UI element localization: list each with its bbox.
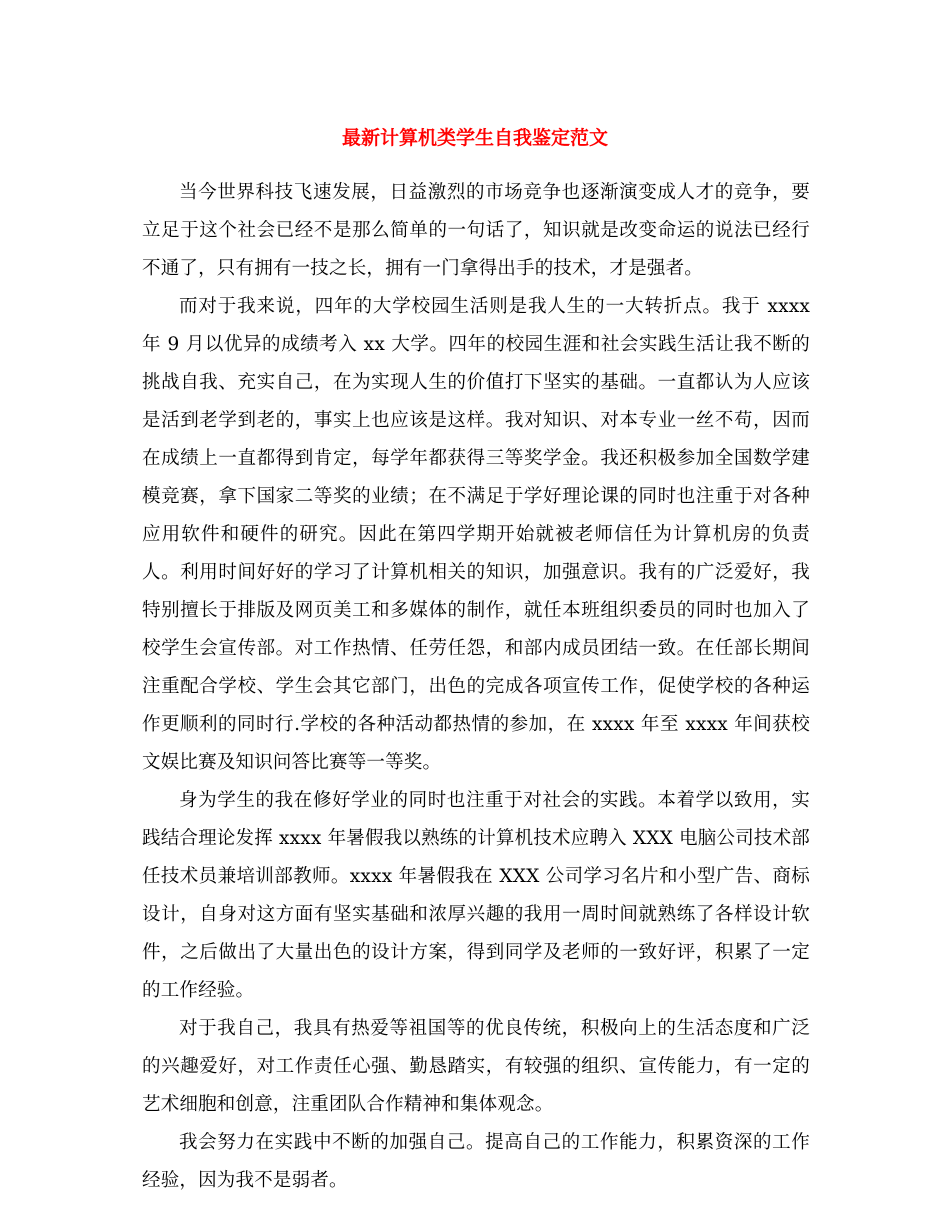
paragraph-self-assessment: 对于我自己，我具有热爱等祖国等的优良传统，积极向上的生活态度和广泛的兴趣爱好，对工作责任心强、勤恳踏实，有较强的组织、宣传能力，有一定的艺术细胞和创意，注重团队合作精神和集体观念。 [142, 1018, 810, 1115]
paragraph-social-practice: 身为学生的我在修好学业的同时也注重于对社会的实践。本着学以致用，实践结合理论发挥 xxxx 年暑假我以熟练的计算机技术应聘入 XXX 电脑公司技术部任技术员兼培训部教师。xxxx 年暑假我在 XXX 公司学习名片和小型广告、商标设计，自身对这方面有坚实基础和浓厚兴趣的我用一周时间就熟练了各样设计软件，之后做出了大量出色的设计方案，得到同学及老师的一致好评，积累了一定的工作经验。 [142, 790, 810, 1001]
document-title: 最新计算机类学生自我鉴定范文 [341, 127, 608, 149]
paragraph-conclusion: 我会努力在实践中不断的加强自己。提高自己的工作能力，积累资深的工作经验，因为我不是弱者。 [142, 1132, 810, 1191]
paragraph-university-life: 而对于我来说，四年的大学校园生活则是我人生的一大转折点。我于 xxxx 年 9 月以优异的成绩考入 xx 大学。四年的校园生涯和社会实践生活让我不断的挑战自我、充实自己，在为实现人生的价值打下坚实的基础。一直都认为人应该是活到老学到老的，事实上也应该是这样。我对知识、对本专业一丝不苟，因而在成绩上一直都得到肯定，每学年都获得三等奖学金。我还积极参加全国数学建模竞赛，拿下国家二等奖的业绩；在不满足于学好理论课的同时也注重于对各种应用软件和硬件的研究。因此在第四学期开始就被老师信任为计算机房的负责人。利用时间好好的学习了计算机相关的知识，加强意识。我有的广泛爱好，我特别擅长于排版及网页美工和多媒体的制作，就任本班组织委员的同时也加入了校学生会宣传部。对工作热情、任劳任怨，和部内成员团结一致。在任部长期间注重配合学校、学生会其它部门，出色的完成各项宣传工作，促使学校的各种运作更顺利的同时行.学校的各种活动都热情的参加，在 xxxx 年至 xxxx 年间获校文娱比赛及知识问答比赛等一等奖。 [142, 296, 810, 773]
paragraph-intro: 当今世界科技飞速发展，日益激烈的市场竞争也逐渐演变成人才的竞争，要立足于这个社会已经不是那么简单的一句话了，知识就是改变命运的说法已经行不通了，只有拥有一技之长，拥有一门拿得出手的技术，才是强者。 [142, 182, 810, 279]
document-body [142, 174, 810, 1200]
